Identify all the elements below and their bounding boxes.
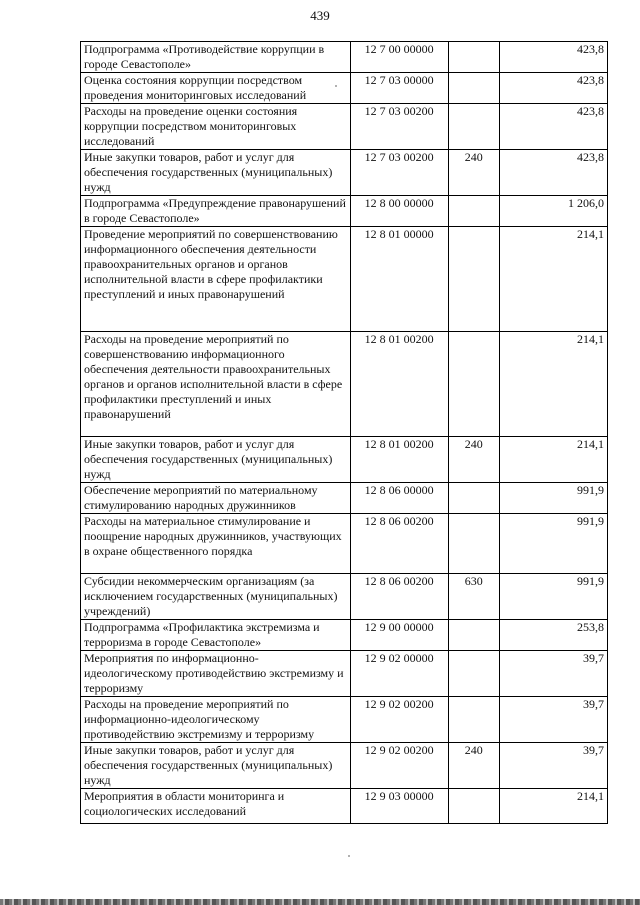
row-sum-cell: 214,1 [499,789,607,824]
row-code-cell: 12 7 00 00000 [350,42,448,73]
row-name-cell: Субсидии некоммерческим организациям (за исключением государственных (муниципальных) учреждений) [81,574,351,620]
row-expense-type-cell: 240 [448,437,499,483]
row-name-cell: Расходы на материальное стимулирование и поощрение народных дружинников, участвующих в охране общественного порядка [81,514,351,574]
row-code-cell: 12 7 03 00000 [350,73,448,104]
table-row [81,574,608,620]
row-name-cell: Обеспечение мероприятий по материальному стимулированию народных дружинников [81,483,351,514]
row-code-cell: 12 7 03 00200 [350,104,448,150]
row-name-cell: Иные закупки товаров, работ и услуг для обеспечения государственных (муниципальных) нужд [81,437,351,483]
row-code-cell: 12 8 06 00000 [350,483,448,514]
row-expense-type-cell: 240 [448,743,499,789]
row-expense-type-cell [448,789,499,824]
table-row [81,483,608,514]
row-sum-cell: 214,1 [499,332,607,437]
page-number: 439 [310,8,330,23]
table-row [81,150,608,196]
row-expense-type-cell [448,42,499,73]
row-code-cell: 12 8 01 00200 [350,332,448,437]
row-expense-type-cell: 630 [448,574,499,620]
row-name-cell: Подпрограмма «Предупреждение правонарушений в городе Севастополе» [81,196,351,227]
row-name-cell: Иные закупки товаров, работ и услуг для обеспечения государственных (муниципальных) нужд [81,743,351,789]
row-code-cell: 12 9 03 00000 [350,789,448,824]
table-row [81,437,608,483]
table-row [81,104,608,150]
row-code-cell: 12 9 02 00000 [350,651,448,697]
row-expense-type-cell: 240 [448,150,499,196]
row-expense-type-cell [448,483,499,514]
row-expense-type-cell [448,697,499,743]
row-code-cell: 12 8 06 00200 [350,514,448,574]
row-expense-type-cell [448,514,499,574]
row-sum-cell: 253,8 [499,620,607,651]
row-code-cell: 12 8 01 00200 [350,437,448,483]
row-expense-type-cell [448,73,499,104]
row-name-cell: Расходы на проведение мероприятий по совершенствованию информационного обеспечения деятельности правоохранительных органов и органов исполнительной власти в сфере профилактики преступлений и иных правонарушений [81,332,351,437]
row-name-cell: Иные закупки товаров, работ и услуг для обеспечения государственных (муниципальных) нужд [81,150,351,196]
row-sum-cell: 214,1 [499,437,607,483]
table-row [81,789,608,824]
row-sum-cell: 39,7 [499,651,607,697]
row-code-cell: 12 8 00 00000 [350,196,448,227]
row-expense-type-cell [448,227,499,332]
scan-edge-smear [0,899,640,905]
row-sum-cell: 423,8 [499,104,607,150]
scan-speck [348,855,350,857]
row-sum-cell: 991,9 [499,514,607,574]
table-row [81,227,608,332]
row-code-cell: 12 9 00 00000 [350,620,448,651]
row-sum-cell: 423,8 [499,73,607,104]
table-row [81,743,608,789]
table-row [81,514,608,574]
row-code-cell: 12 8 06 00200 [350,574,448,620]
row-sum-cell: 39,7 [499,697,607,743]
row-expense-type-cell [448,196,499,227]
row-name-cell: Мероприятия в области мониторинга и социологических исследований [81,789,351,824]
row-expense-type-cell [448,651,499,697]
row-sum-cell: 423,8 [499,42,607,73]
row-name-cell: Мероприятия по информационно-идеологическому противодействию экстремизму и терроризму [81,651,351,697]
row-code-cell: 12 8 01 00000 [350,227,448,332]
row-sum-cell: 423,8 [499,150,607,196]
table-row [81,332,608,437]
table-row [81,73,608,104]
row-name-cell: Проведение мероприятий по совершенствованию информационного обеспечения деятельности правоохранительных органов и органов исполнительной власти в сфере профилактики преступлений и иных правонарушений [81,227,351,332]
row-name-cell: Подпрограмма «Противодействие коррупции в городе Севастополе» [81,42,351,73]
budget-table-body [81,42,608,824]
row-expense-type-cell [448,104,499,150]
row-name-cell: Расходы на проведение оценки состояния коррупции посредством мониторинговых исследований [81,104,351,150]
row-expense-type-cell [448,332,499,437]
row-name-cell: Оценка состояния коррупции посредством проведения мониторинговых исследований [81,73,351,104]
table-row [81,42,608,73]
row-sum-cell: 1 206,0 [499,196,607,227]
row-code-cell: 12 7 03 00200 [350,150,448,196]
table-row [81,651,608,697]
table-row [81,196,608,227]
row-sum-cell: 39,7 [499,743,607,789]
row-name-cell: Подпрограмма «Профилактика экстремизма и терроризма в городе Севастополе» [81,620,351,651]
scan-speck [335,85,337,87]
table-row [81,697,608,743]
row-code-cell: 12 9 02 00200 [350,743,448,789]
row-expense-type-cell [448,620,499,651]
row-sum-cell: 991,9 [499,574,607,620]
row-sum-cell: 214,1 [499,227,607,332]
row-sum-cell: 991,9 [499,483,607,514]
table-row [81,620,608,651]
row-name-cell: Расходы на проведение мероприятий по информационно-идеологическому противодействию экстремизму и терроризму [81,697,351,743]
budget-table [80,41,608,824]
row-code-cell: 12 9 02 00200 [350,697,448,743]
